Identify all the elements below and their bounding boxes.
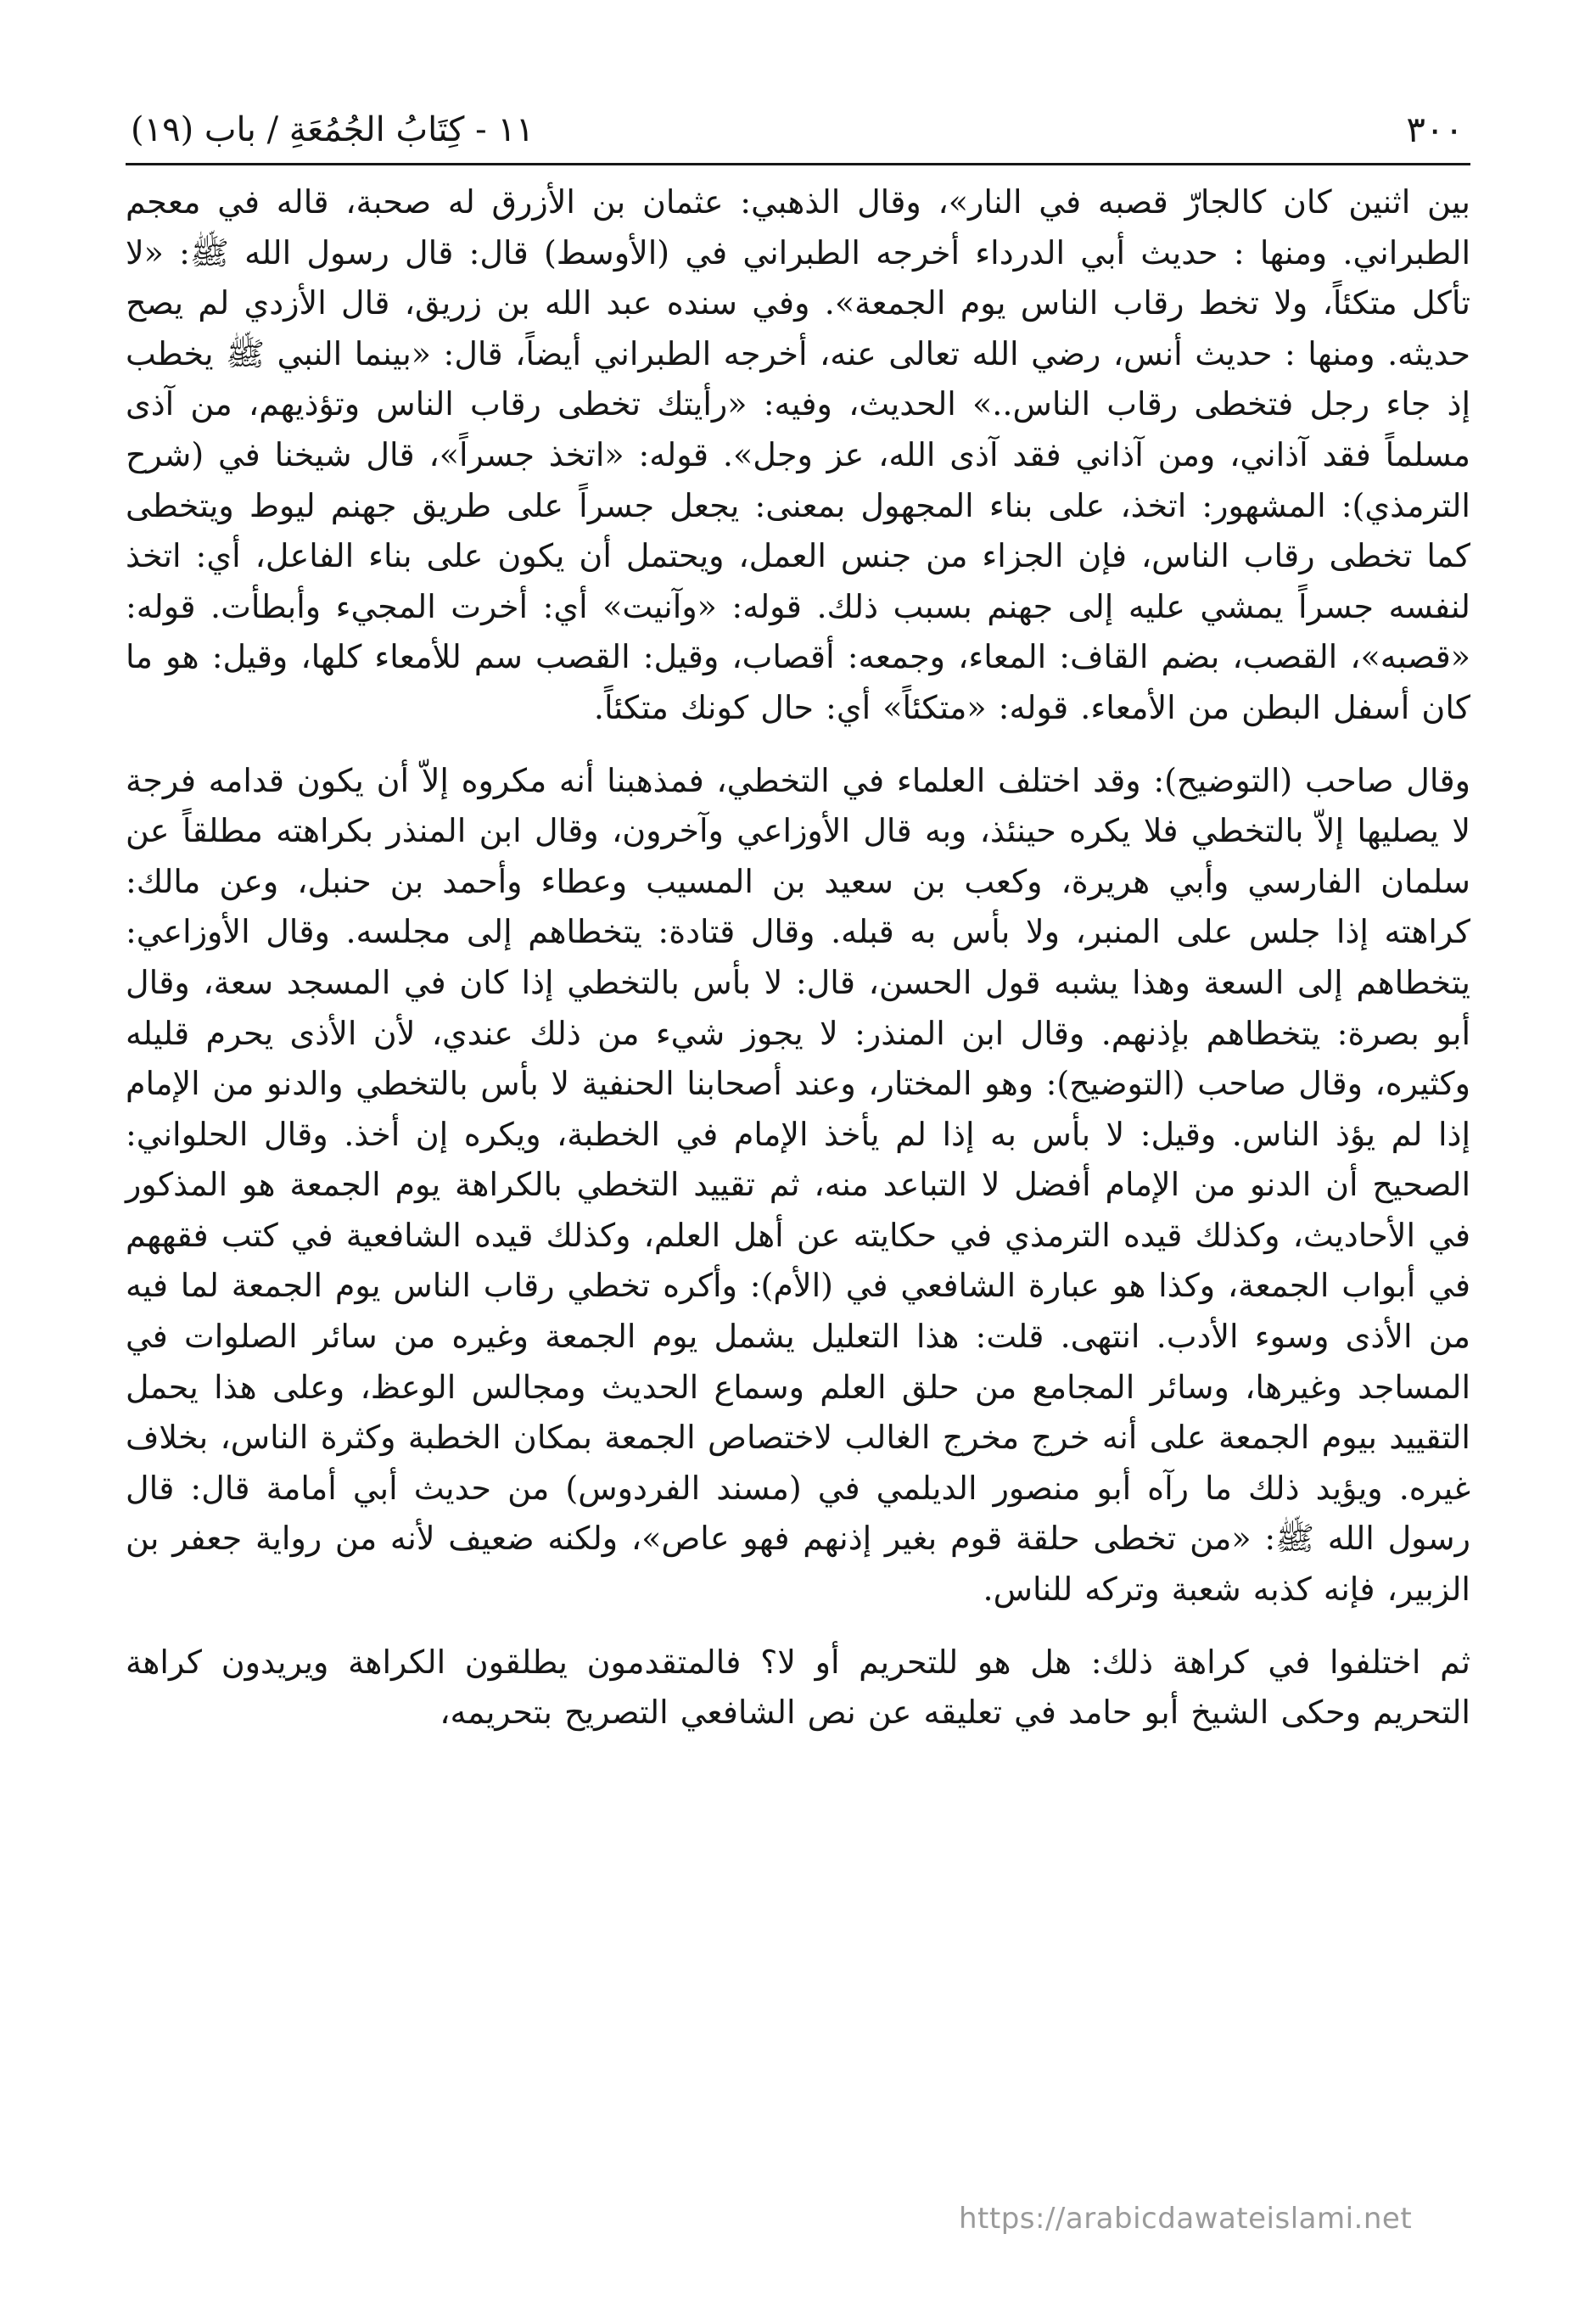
book-page	[126, 100, 1470, 1738]
body-paragraph-1: بين اثنين كان كالجارّ قصبه في النار»، وقال الذهبي: عثمان بن الأزرق له صحبة، قاله في معجم الطبراني. ومنها : حديث أبي الدرداء أخرجه الطبراني في (الأوسط) قال: قال رسول الله ﷺ: «لا تأكل متكئاً، ولا تخط رقاب الناس يوم الجمعة». وفي سنده عبد الله بن زريق، قال الأزدي لم يصح حديثه. ومنها : حديث أنس، رضي الله تعالى عنه، أخرجه الطبراني أيضاً، قال: «بينما النبي ﷺ يخطب إذ جاء رجل فتخطى رقاب الناس..» الحديث، وفيه: «رأيتك تخطى رقاب الناس وتؤذيهم، من آذى مسلماً فقد آذاني، ومن آذاني فقد آذى الله، عز وجل». قوله: «اتخذ جسراً»، قال شيخنا في (شرح الترمذي): المشهور: اتخذ، على بناء المجهول بمعنى: يجعل جسراً على طريق جهنم ليوط ويتخطى كما تخطى رقاب الناس، فإن الجزاء من جنس العمل، ويحتمل أن يكون على بناء الفاعل، أي: اتخذ لنفسه جسراً يمشي عليه إلى جهنم بسبب ذلك. قوله: «وآنيت» أي: أخرت المجيء وأبطأت. قوله: «قصبه»، القصب، بضم القاف: المعاء، وجمعه: أقصاب، وقيل: القصب سم للأمعاء كلها، وقيل: هو ما كان أسفل البطن من الأمعاء. قوله: «متكئاً» أي: حال كونك متكئاً.	[126, 183, 1470, 726]
body-paragraph-2: وقال صاحب (التوضيح): وقد اختلف العلماء في التخطي، فمذهبنا أنه مكروه إلاّ أن يكون قدامه فرجة لا يصليها إلاّ بالتخطي فلا يكره حينئذ، وبه قال الأوزاعي وآخرون، وقال ابن المنذر بكراهته مطلقاً عن سلمان الفارسي وأبي هريرة، وكعب بن سعيد بن المسيب وعطاء وأحمد بن حنبل، وعن مالك: كراهته إذا جلس على المنبر، ولا بأس به قبله. وقال قتادة: يتخطاهم إلى مجلسه. وقال الأوزاعي: يتخطاهم إلى السعة وهذا يشبه قول الحسن، قال: لا بأس بالتخطي إذا كان في المسجد سعة، وقال أبو بصرة: يتخطاهم بإذنهم. وقال ابن المنذر: لا يجوز شيء من ذلك عندي، لأن الأذى يحرم قليله وكثيره، وقال صاحب (التوضيح): وهو المختار، وعند أصحابنا الحنفية لا بأس بالتخطي والدنو من الإمام إذا لم يؤذ الناس. وقيل: لا بأس به إذا لم يأخذ الإمام في الخطبة، ويكره إن أخذ. وقال الحلواني: الصحيح أن الدنو من الإمام أفضل لا التباعد منه، ثم تقييد التخطي بالكراهة يوم الجمعة هو المذكور في الأحاديث، وكذلك قيده الترمذي في حكايته عن أهل العلم، وكذلك قيده الشافعية في كتب فقههم في أبواب الجمعة، وكذا هو عبارة الشافعي في (الأم): وأكره تخطي رقاب الناس يوم الجمعة لما فيه من الأذى وسوء الأدب. انتهى. قلت: هذا التعليل يشمل يوم الجمعة وغيره من سائر الصلوات في المساجد وغيرها، وسائر المجامع من حلق العلم وسماع الحديث ومجالس الوعظ، وعلى هذا يحمل التقييد بيوم الجمعة على أنه خرج مخرج الغالب لاختصاص الجمعة بمكان الخطبة وكثرة الناس، بخلاف غيره. ويؤيد ذلك ما رآه أبو منصور الديلمي في (مسند الفردوس) من حديث أبي أمامة قال: قال رسول الله ﷺ: «من تخطى حلقة قوم بغير إذنهم فهو عاص»، ولكنه ضعيف لأنه من رواية جعفر بن الزبير، فإنه كذبه شعبة وتركه للناس.	[126, 761, 1470, 1609]
header-rule	[126, 163, 1470, 165]
page-number: ٣٠٠	[1406, 109, 1464, 150]
body-paragraph-3: ثم اختلفوا في كراهة ذلك: هل هو للتحريم أو لا؟ فالمتقدمون يطلقون الكراهة ويريدون كراهة التحريم وحكى الشيخ أبو حامد في تعليقه عن نص الشافعي التصريح بتحريمه،	[126, 1643, 1470, 1732]
watermark-url: https://arabicdawateislami.net	[959, 2202, 1413, 2236]
running-title: ١١ - كِتَابُ الجُمُعَةِ / باب (١٩)	[131, 110, 535, 149]
page-header	[126, 100, 1470, 160]
